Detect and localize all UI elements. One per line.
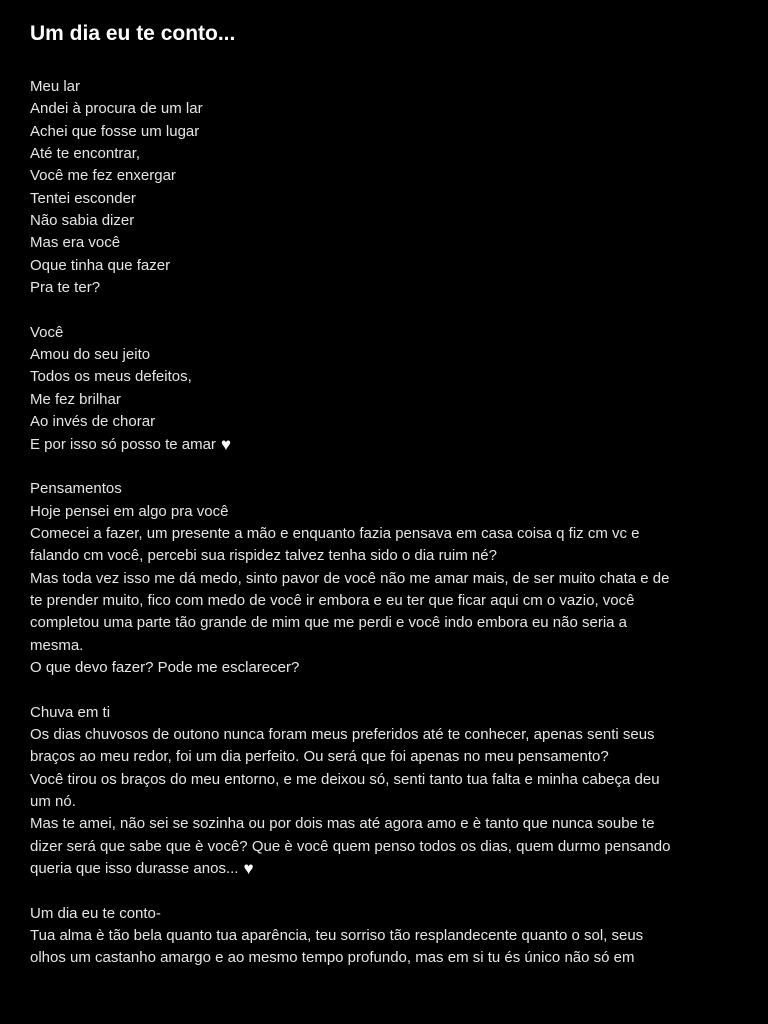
note-line: [30, 344, 730, 366]
note-line: [30, 501, 730, 523]
note-line: [30, 568, 730, 590]
note-line-text: Amou do seu jeito: [30, 346, 151, 364]
note-line-text: olhos um castanho amargo e ao mesmo tempo profundo, mas em si tu és único não só em: [30, 949, 635, 967]
note-line-text: queria que isso durasse anos...: [30, 860, 239, 878]
note-title: Um dia eu te conto...: [30, 22, 236, 45]
note-line: [30, 769, 730, 791]
note-line: [30, 366, 730, 388]
note-line-text: um nó.: [30, 793, 76, 810]
note-line: [30, 791, 730, 813]
note-line: [30, 478, 730, 500]
note-line-text: Até te encontrar,: [30, 145, 141, 163]
note-line: [30, 702, 730, 724]
note-line-text: Tentei esconder: [30, 189, 136, 207]
note-line: [30, 813, 730, 835]
note-line-text: Mas te amei, não sei se sozinha ou por dois mas até agora amo e è tanto que nunca soube te: [30, 815, 655, 833]
note-line: [30, 322, 730, 344]
note-line: [30, 925, 730, 947]
note-body[interactable]: [30, 76, 730, 970]
note-line-text: Pensamentos: [30, 480, 122, 498]
note-line: [30, 612, 730, 634]
note-line-text: Mas toda vez isso me dá medo, sinto pavor de você não me amar mais, de ser muito chata e de: [30, 569, 670, 587]
note-line: [30, 434, 730, 456]
note-line: [30, 277, 730, 299]
note-line: [30, 188, 730, 210]
note-line: [30, 903, 730, 925]
note-line-text: Me fez brilhar: [30, 390, 121, 408]
note-line-text: Ao invés de chorar: [30, 413, 156, 431]
note-line-text: falando cm você, percebi sua rispidez talvez tenha sido o dia ruim né?: [30, 547, 497, 565]
blank-line: [30, 679, 730, 701]
note-line: [30, 121, 730, 143]
note-line: [30, 98, 730, 120]
note-line: [30, 255, 730, 277]
note-line-text: Você tirou os braços do meu entorno, e me deixou só, senti tanto tua falta e minha cabeça deu: [30, 770, 660, 788]
note-line-text: Achei que fosse um lugar: [30, 122, 200, 140]
note-line-text: Andei à procura de um lar: [30, 100, 203, 118]
note-line-text: E por isso só posso te amar: [30, 435, 216, 453]
blank-line: [30, 880, 730, 902]
note-line: [30, 210, 730, 232]
note-line-text: te prender muito, fico com medo de você ir embora e eu ter que ficar aqui cm o vazio, você: [30, 591, 635, 609]
note-line: [30, 389, 730, 411]
note-line-text: Tua alma è tão bela quanto tua aparência, teu sorriso tão resplandecente quanto o sol, seus: [30, 927, 644, 945]
note-line-text: Você: [30, 323, 64, 341]
note-line: [30, 590, 730, 612]
note-line: [30, 165, 730, 187]
note-line-text: O que devo fazer? Pode me esclarecer?: [30, 658, 300, 676]
note-line: [30, 657, 730, 679]
note-line: [30, 947, 730, 969]
note-line-text: braços ao meu redor, foi um dia perfeito. Ou será que foi apenas no meu pensamento?: [30, 748, 609, 766]
note-line: [30, 232, 730, 254]
note-line-text: Hoje pensei em algo pra você: [30, 502, 229, 520]
note-line-text: Chuva em ti: [30, 703, 111, 721]
note-line: [30, 523, 730, 545]
note-line-text: mesma.: [30, 636, 84, 654]
note-line: [30, 545, 730, 567]
white-heart-icon: ♥: [220, 434, 232, 454]
note-line-text: Pra te ter?: [30, 279, 101, 297]
note-line: [30, 836, 730, 858]
note-line-text: Você me fez enxergar: [30, 167, 176, 185]
note-line: [30, 76, 730, 98]
blank-line: [30, 456, 730, 478]
note-line: [30, 635, 730, 657]
note-line: [30, 143, 730, 165]
note-container: [30, 20, 730, 970]
note-line: [30, 858, 730, 880]
note-line: [30, 411, 730, 433]
note-line-text: dizer será que sabe que è você? Que è você quem penso todos os dias, quem durmo pensando: [30, 837, 671, 855]
blank-line: [30, 299, 730, 321]
note-line-text: completou uma parte tão grande de mim que me perdi e você indo embora eu não seria a: [30, 614, 628, 632]
note-line: [30, 746, 730, 768]
note-line-text: Oque tinha que fazer: [30, 256, 171, 274]
note-line-text: Um dia eu te conto-: [30, 904, 161, 922]
note-line-text: Meu lar: [30, 78, 81, 95]
note-line-text: Mas era você: [30, 234, 121, 252]
note-line: [30, 724, 730, 746]
note-line-text: Comecei a fazer, um presente a mão e enquanto fazia pensava em casa coisa q fiz cm vc e: [30, 524, 640, 542]
note-line-text: Os dias chuvosos de outono nunca foram meus preferidos até te conhecer, apenas senti seus: [30, 725, 655, 743]
note-line-text: Não sabia dizer: [30, 212, 135, 230]
note-line-text: Todos os meus defeitos,: [30, 368, 192, 386]
white-heart-icon: ♥: [243, 859, 254, 879]
